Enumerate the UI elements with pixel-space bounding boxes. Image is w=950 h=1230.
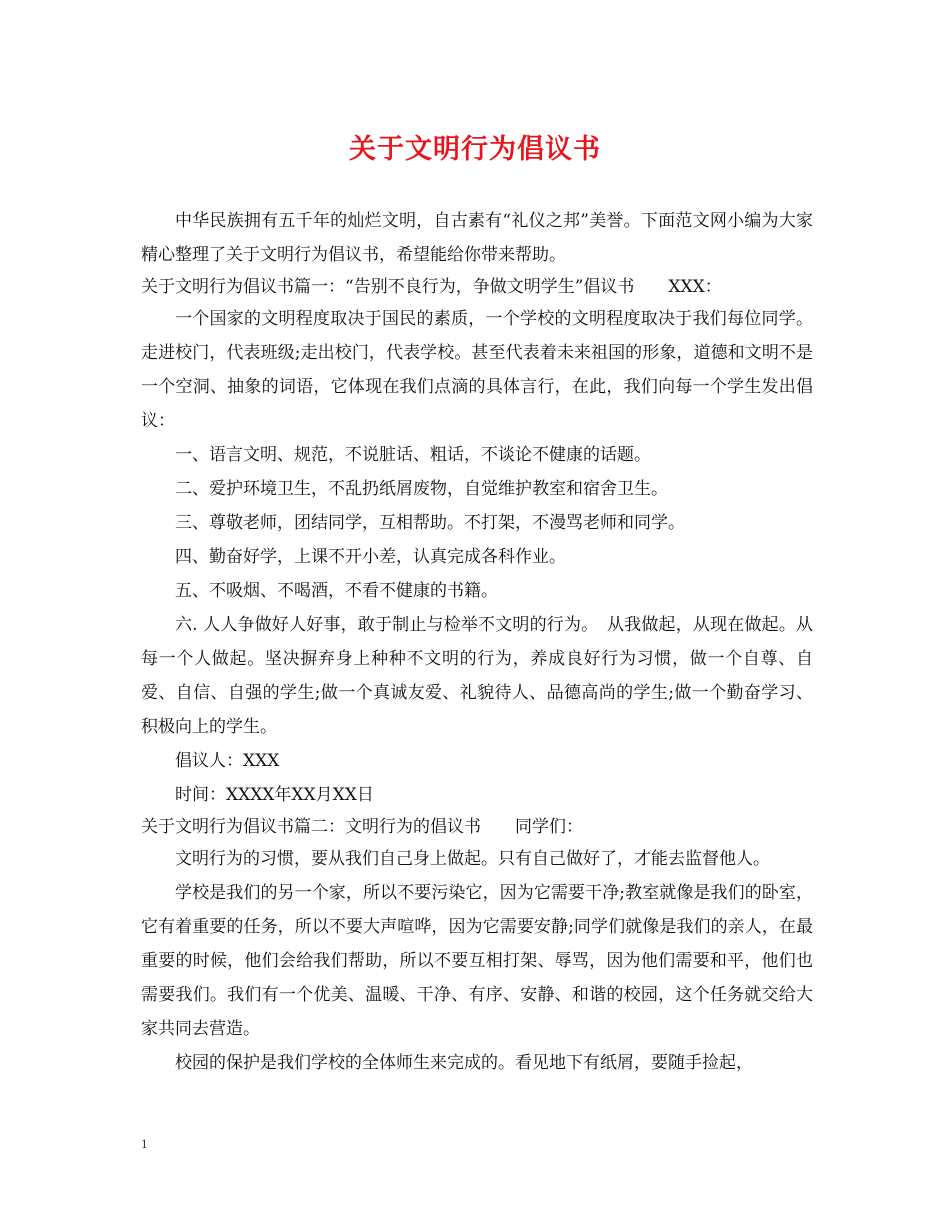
list-item: 一、语言文明、规范，不说脏话、粗话，不谈论不健康的话题。 [175,445,651,465]
signature-line: 倡议人：XXX [175,751,280,771]
body-paragraph: 校园的保护是我们学校的全体师生来完成的。看见地下有纸屑，要随手捡起， [175,1053,753,1073]
date-line: 时间：XXXX年XX月XX日 [175,785,374,805]
body-paragraph: 学校是我们的另一个家，所以不要污染它，因为它需要干净;教室就像是我们的卧室，它有着重要的任务，所以不要大声喧哗，因为它需要安静;同学们就像是我们的亲人，在最重要的时候，他们会给我们帮助，所以不要互相打架、辱骂，因为他们需要和平，他们也需要我们。我们有一个优美、温暖、干净、有序、安静、和谐的校园，这个任务就交给大家共同去营造。 [141,883,813,1039]
body-paragraph: 一个国家的文明程度取决于国民的素质，一个学校的文明程度取决于我们每位同学。走进校门，代表班级;走出校门，代表学校。甚至代表着未来祖国的形象，道德和文明不是一个空洞、抽象的词语，它体现在我们点滴的具体言行，在此，我们向每一个学生发出倡议： [141,309,813,431]
list-item: 四、勤奋好学，上课不开小差，认真完成各科作业。 [175,547,566,567]
list-item: 五、不吸烟、不喝酒，不看不健康的书籍。 [175,581,498,601]
body-paragraph: 文明行为的习惯，要从我们自己身上做起。只有自己做好了，才能去监督他人。 [175,849,770,869]
list-item: 六. 人人争做好人好事，敢于制止与检举不文明的行为。 从我做起，从现在做起。从每一个人做起。坚决摒弃身上种种不文明的行为，养成良好行为习惯，做一个自尊、自爱、自信、自强的学生;做一个真诚友爱、礼貌待人、品德高尚的学生;做一个勤奋学习、积极向上的学生。 [141,615,813,737]
page-number: 1 [141,1136,148,1151]
document-title: 关于文明行为倡议书 [349,134,601,165]
section-heading-2: 关于文明行为倡议书篇二：文明行为的倡议书 同学们： [141,817,583,837]
intro-paragraph: 中华民族拥有五千年的灿烂文明，自古素有“礼仪之邦”美誉。下面范文网小编为大家精心整理了关于文明行为倡议书，希望能给你带来帮助。 [141,211,813,265]
section-heading-1: 关于文明行为倡议书篇一：“告别不良行为，争做文明学生”倡议书 XXX： [141,277,722,297]
list-item: 二、爱护环境卫生，不乱扔纸屑废物，自觉维护教室和宿舍卫生。 [175,479,668,499]
document-body [141,204,813,1080]
list-item: 三、尊敬老师，团结同学，互相帮助。不打架，不漫骂老师和同学。 [175,513,685,533]
